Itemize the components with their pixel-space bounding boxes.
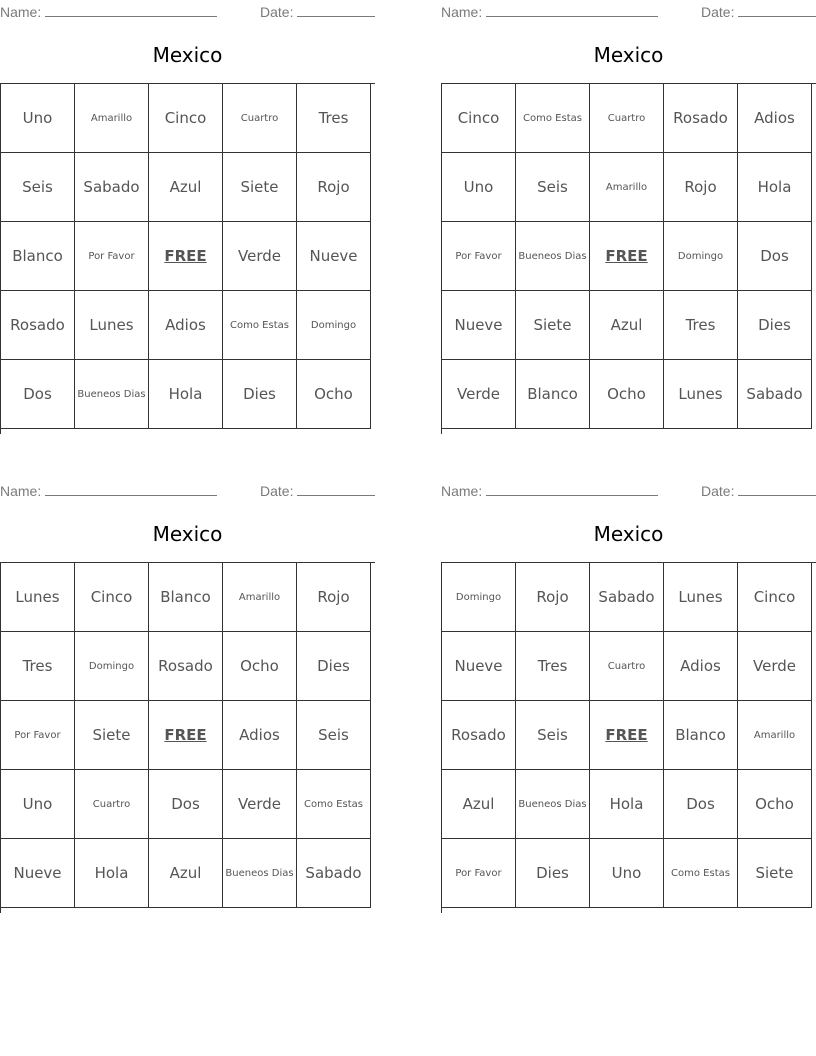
bingo-cell: Uno [1,770,75,839]
bingo-cell: Cuartro [75,770,149,839]
bingo-cell: Seis [516,153,590,222]
bingo-cell: Cuartro [590,632,664,701]
bingo-cell: Dies [516,839,590,908]
bingo-cell: Rojo [664,153,738,222]
bingo-cell: Azul [149,839,223,908]
date-label: Date: [701,4,735,20]
date-blank-line [738,481,816,496]
bingo-cell: Amarillo [223,563,297,632]
bingo-cell: Lunes [1,563,75,632]
bingo-cell: Siete [75,701,149,770]
bingo-cell: Adios [223,701,297,770]
bingo-cell: Domingo [75,632,149,701]
date-field [701,2,816,20]
bingo-cell: Domingo [664,222,738,291]
bingo-cell: Uno [442,153,516,222]
bingo-cell: Hola [738,153,812,222]
card-title: Mexico [593,522,664,546]
bingo-cell: Blanco [149,563,223,632]
bingo-cell: Uno [590,839,664,908]
name-field [0,2,217,20]
bingo-cell: Dies [223,360,297,429]
bingo-cell: Dos [1,360,75,429]
bingo-cell: Por Favor [442,839,516,908]
card-title: Mexico [152,43,223,67]
bingo-cell: Lunes [664,563,738,632]
bingo-cell: Amarillo [75,84,149,153]
bingo-cell: Hola [590,770,664,839]
bingo-cell: Blanco [516,360,590,429]
bingo-cell: Siete [516,291,590,360]
bingo-cell: Como Estas [516,84,590,153]
free-space: FREE [149,222,223,291]
bingo-cell: Lunes [75,291,149,360]
bingo-cell: Por Favor [1,701,75,770]
bingo-cell: Rosado [664,84,738,153]
date-label: Date: [260,483,294,499]
bingo-cell: Por Favor [75,222,149,291]
bingo-cell: Tres [1,632,75,701]
bingo-grid [441,83,816,434]
date-field [260,2,375,20]
bingo-cell: Verde [223,222,297,291]
bingo-cell: Dies [297,632,371,701]
name-field [441,481,658,499]
bingo-cell: Seis [297,701,371,770]
bingo-cell: Tres [297,84,371,153]
bingo-cell: Cinco [149,84,223,153]
bingo-cell: Adios [664,632,738,701]
bingo-cell: Adios [738,84,812,153]
bingo-cell: Ocho [223,632,297,701]
bingo-cell: Bueneos Dias [516,770,590,839]
bingo-cell: Rosado [1,291,75,360]
bingo-cell: Azul [149,153,223,222]
bingo-cell: Dos [738,222,812,291]
bingo-cell: Hola [149,360,223,429]
bingo-cell: Nueve [442,291,516,360]
free-space: FREE [590,222,664,291]
bingo-cell: Seis [1,153,75,222]
bingo-cell: Sabado [297,839,371,908]
bingo-cell: Por Favor [442,222,516,291]
bingo-cell: Ocho [590,360,664,429]
name-field [0,481,217,499]
bingo-cell: Blanco [1,222,75,291]
bingo-grid [0,562,375,913]
bingo-cell: Siete [738,839,812,908]
bingo-cell: Nueve [297,222,371,291]
name-blank-line [45,481,217,496]
bingo-cell: Sabado [590,563,664,632]
bingo-cell: Tres [664,291,738,360]
bingo-cell: Bueneos Dias [75,360,149,429]
bingo-cell: Hola [75,839,149,908]
bingo-grid [0,83,375,434]
card-title: Mexico [593,43,664,67]
name-label: Name: [0,4,42,20]
date-label: Date: [701,483,735,499]
bingo-cell: Amarillo [738,701,812,770]
bingo-cell: Rosado [442,701,516,770]
name-blank-line [486,2,658,17]
card-title: Mexico [152,522,223,546]
bingo-cell: Rojo [297,563,371,632]
name-blank-line [45,2,217,17]
bingo-cell: Como Estas [664,839,738,908]
bingo-cell: Bueneos Dias [516,222,590,291]
bingo-cell: Ocho [297,360,371,429]
bingo-cell: Verde [738,632,812,701]
date-blank-line [297,2,375,17]
bingo-cell: Domingo [297,291,371,360]
bingo-cell: Como Estas [297,770,371,839]
bingo-cell: Dies [738,291,812,360]
name-label: Name: [0,483,42,499]
bingo-cell: Cuartro [223,84,297,153]
date-field [701,481,816,499]
bingo-cell: Verde [223,770,297,839]
bingo-cell: Amarillo [590,153,664,222]
bingo-grid [441,562,816,913]
date-label: Date: [260,4,294,20]
bingo-cell: Bueneos Dias [223,839,297,908]
name-label: Name: [441,483,483,499]
bingo-cell: Nueve [1,839,75,908]
free-space: FREE [590,701,664,770]
date-blank-line [738,2,816,17]
bingo-cell: Como Estas [223,291,297,360]
date-blank-line [297,481,375,496]
bingo-cell: Siete [223,153,297,222]
bingo-cell: Rojo [516,563,590,632]
bingo-cell: Rosado [149,632,223,701]
bingo-cell: Cinco [442,84,516,153]
bingo-cell: Seis [516,701,590,770]
bingo-cell: Tres [516,632,590,701]
bingo-cell: Blanco [664,701,738,770]
bingo-cell: Azul [590,291,664,360]
date-field [260,481,375,499]
bingo-cell: Cinco [75,563,149,632]
bingo-cell: Rojo [297,153,371,222]
bingo-cell: Dos [149,770,223,839]
bingo-cell: Cuartro [590,84,664,153]
bingo-cell: Ocho [738,770,812,839]
free-space: FREE [149,701,223,770]
bingo-cell: Cinco [738,563,812,632]
bingo-cell: Domingo [442,563,516,632]
bingo-cell: Lunes [664,360,738,429]
bingo-cell: Dos [664,770,738,839]
bingo-cell: Azul [442,770,516,839]
name-blank-line [486,481,658,496]
bingo-cell: Verde [442,360,516,429]
name-label: Name: [441,4,483,20]
bingo-cell: Nueve [442,632,516,701]
name-field [441,2,658,20]
bingo-cell: Adios [149,291,223,360]
bingo-cell: Sabado [75,153,149,222]
bingo-cell: Sabado [738,360,812,429]
bingo-cell: Uno [1,84,75,153]
